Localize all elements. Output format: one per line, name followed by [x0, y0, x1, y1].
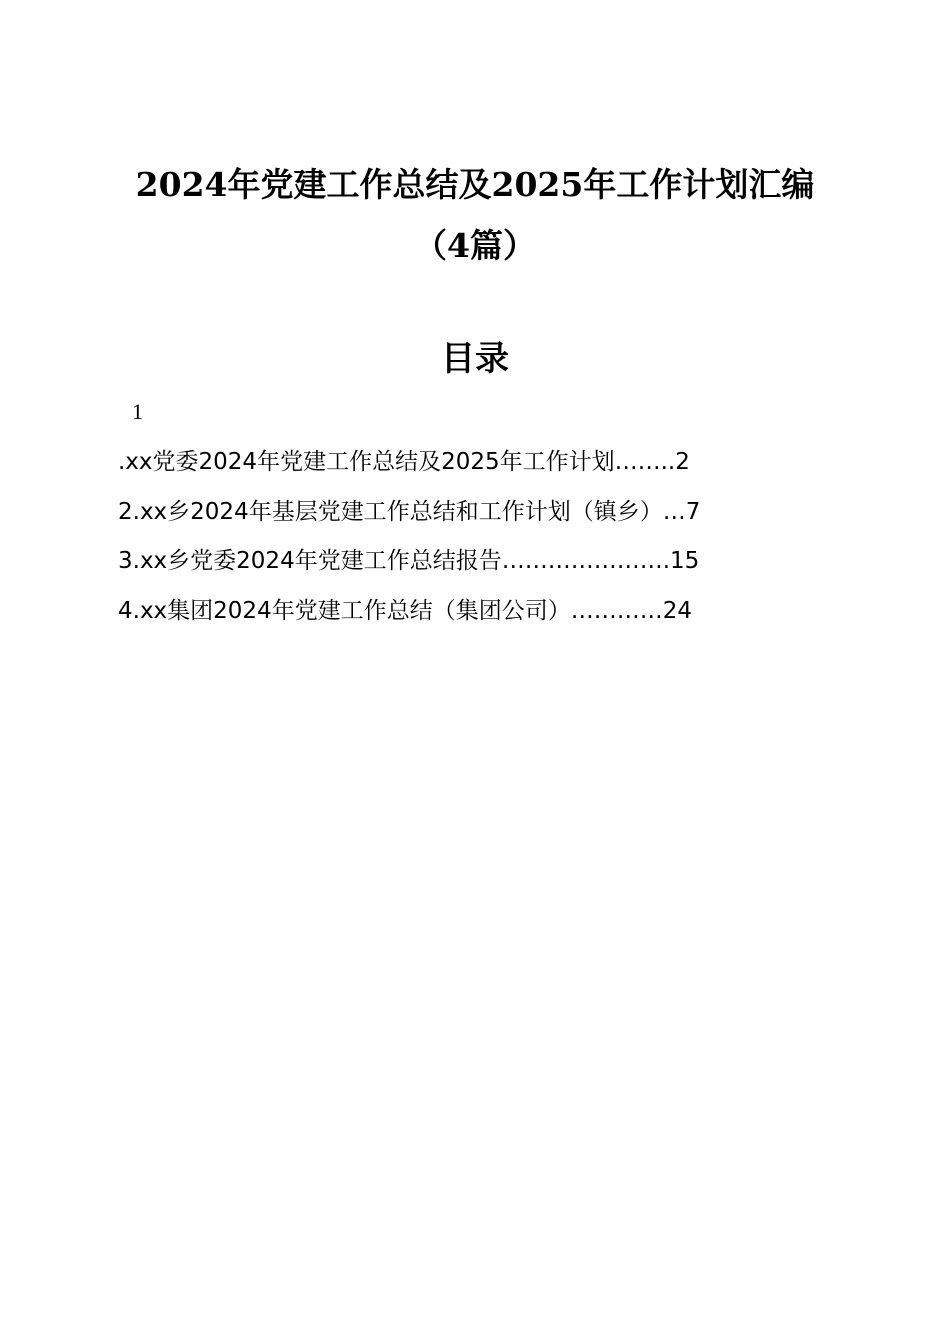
toc-number-fragment: 1	[132, 399, 143, 424]
toc-heading: 目录	[441, 339, 509, 379]
toc-entry-2[interactable]: 2.xx乡2024年基层党建工作总结和工作计划（镇乡）…7	[118, 498, 701, 525]
toc-entry-1[interactable]: .xx党委2024年党建工作总结及2025年工作计划……..2	[118, 449, 690, 475]
toc-entry-4[interactable]: 4.xx集团2024年党建工作总结（集团公司）…………24	[118, 597, 692, 624]
document-title: 2024年党建工作总结及2025年工作计划汇编	[135, 165, 815, 204]
document-subtitle-count: （4篇）	[414, 226, 536, 265]
toc-entry-3[interactable]: 3.xx乡党委2024年党建工作总结报告………………….15	[118, 548, 700, 574]
table-of-contents	[118, 442, 780, 640]
